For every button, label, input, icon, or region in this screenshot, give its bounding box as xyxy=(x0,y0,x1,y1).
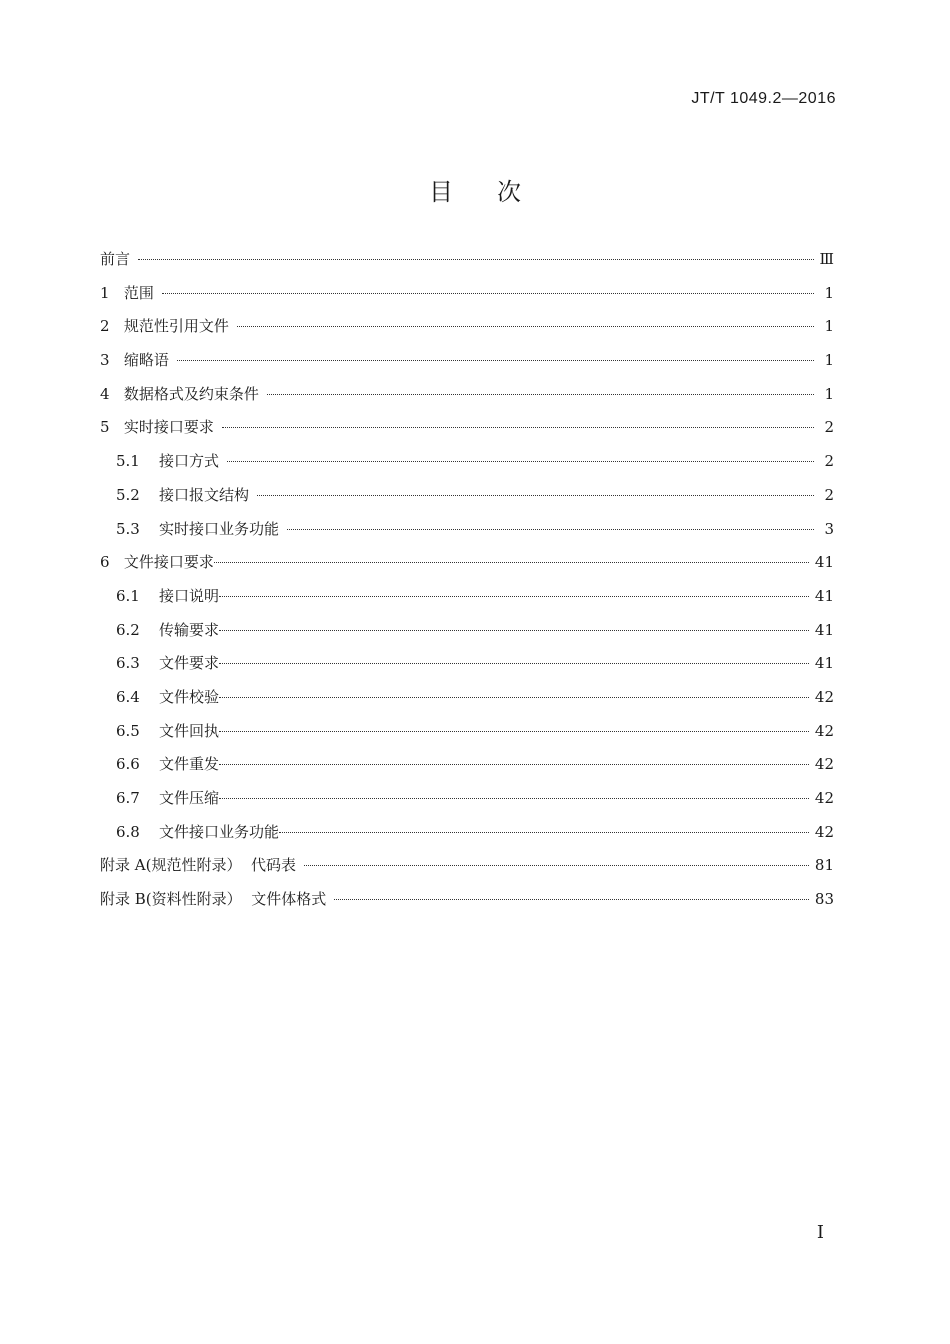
toc-entry-page: 1 xyxy=(824,283,834,302)
dot-leader xyxy=(267,394,814,395)
toc-entry-page: 2 xyxy=(824,485,834,504)
toc-entry-label: 前言 xyxy=(100,250,131,268)
toc-entry-page: 1 xyxy=(824,317,834,336)
toc-entry-number: 3 xyxy=(100,351,110,370)
toc-entry-number: 6.2 xyxy=(116,620,140,639)
toc-entry[interactable] xyxy=(100,450,834,484)
toc-entry-page: 42 xyxy=(814,687,834,706)
toc-entry-label: 接口报文结构 xyxy=(158,485,249,504)
toc-entry-page: 42 xyxy=(814,822,834,841)
toc-entry-number: 附录 A(规范性附录） xyxy=(100,856,242,875)
toc-entry-number: 6.5 xyxy=(116,721,140,740)
toc-entry-label: 文件接口业务功能 xyxy=(158,822,279,841)
toc-entry-label: 范围 xyxy=(123,283,154,302)
dot-leader xyxy=(219,697,809,698)
title-char-1: 目 xyxy=(429,178,453,206)
dot-leader xyxy=(219,731,809,732)
dot-leader xyxy=(219,663,809,664)
toc-entry-label: 文件接口要求 xyxy=(123,553,214,572)
toc-entry-number: 6 xyxy=(100,553,110,572)
toc-entry-number: 6.8 xyxy=(116,822,140,841)
dot-leader xyxy=(287,529,814,530)
toc-entry-number: 5.2 xyxy=(116,485,140,504)
toc-entry-label: 接口说明 xyxy=(158,586,219,605)
dot-leader xyxy=(214,562,809,563)
toc-entry-page: 3 xyxy=(824,519,834,538)
toc-entry-page: 1 xyxy=(824,351,834,370)
toc-entry-page: Ⅲ xyxy=(819,250,834,268)
dot-leader xyxy=(257,495,814,496)
toc-entry-label: 文件校验 xyxy=(158,687,219,706)
toc-entry-number: 5.1 xyxy=(116,452,140,471)
toc-entry-label: 缩略语 xyxy=(123,351,169,370)
toc-entry[interactable] xyxy=(100,484,834,518)
toc-entry-number: 6.1 xyxy=(116,586,140,605)
toc-entry[interactable] xyxy=(100,282,834,316)
toc-entry[interactable] xyxy=(100,753,834,787)
toc-entry[interactable] xyxy=(100,686,834,720)
toc-entry-label: 接口方式 xyxy=(158,452,219,471)
toc-entry-page: 2 xyxy=(824,418,834,437)
toc-entry-page: 41 xyxy=(814,553,834,572)
dot-leader xyxy=(237,326,814,327)
toc-entry[interactable] xyxy=(100,720,834,754)
toc-entry-number: 1 xyxy=(100,283,110,302)
toc-entry-number: 6.4 xyxy=(116,687,140,706)
toc-entry-page: 41 xyxy=(814,654,834,673)
toc-entry[interactable] xyxy=(100,787,834,821)
toc-entry[interactable] xyxy=(100,248,834,282)
table-of-contents xyxy=(100,248,834,922)
toc-entry-number: 6.6 xyxy=(116,755,140,774)
toc-entry[interactable] xyxy=(100,888,834,922)
dot-leader xyxy=(219,630,809,631)
toc-entry-page: 42 xyxy=(814,721,834,740)
toc-entry-number: 6.3 xyxy=(116,654,140,673)
toc-entry-page: 81 xyxy=(814,856,834,875)
toc-entry-number: 2 xyxy=(100,317,110,336)
toc-entry-page: 41 xyxy=(814,620,834,639)
toc-entry-label: 实时接口要求 xyxy=(123,418,214,437)
toc-entry-label: 数据格式及约束条件 xyxy=(123,384,259,403)
toc-entry-page: 41 xyxy=(814,586,834,605)
page-title xyxy=(0,172,950,207)
toc-entry[interactable] xyxy=(100,821,834,855)
toc-entry[interactable] xyxy=(100,383,834,417)
toc-entry[interactable] xyxy=(100,416,834,450)
standard-code: JT/T 1049.2—2016 xyxy=(691,90,836,107)
dot-leader xyxy=(162,293,814,294)
title-char-2: 次 xyxy=(497,178,521,206)
toc-entry-label: 文件要求 xyxy=(158,654,219,673)
toc-entry-page: 42 xyxy=(814,755,834,774)
toc-entry-label: 传输要求 xyxy=(158,620,219,639)
toc-entry[interactable] xyxy=(100,652,834,686)
toc-entry-page: 2 xyxy=(824,452,834,471)
dot-leader xyxy=(304,865,809,866)
dot-leader xyxy=(138,259,814,260)
toc-entry-label: 文件压缩 xyxy=(158,789,219,807)
dot-leader xyxy=(219,798,809,799)
dot-leader xyxy=(222,427,814,428)
toc-entry-label: 代码表 xyxy=(251,856,297,875)
toc-entry-page: 83 xyxy=(814,890,834,909)
toc-entry[interactable] xyxy=(100,619,834,653)
dot-leader xyxy=(219,764,809,765)
toc-entry[interactable] xyxy=(100,551,834,585)
toc-entry[interactable] xyxy=(100,349,834,383)
toc-entry-label: 文件体格式 xyxy=(251,890,327,909)
page-number: I xyxy=(816,1222,824,1243)
toc-entry-number: 附录 B(资料性附录） xyxy=(100,890,242,909)
dot-leader xyxy=(227,461,814,462)
toc-entry-label: 文件回执 xyxy=(158,721,219,740)
toc-entry-label: 规范性引用文件 xyxy=(123,317,229,336)
toc-entry-number: 4 xyxy=(100,384,110,403)
toc-entry-number: 5.3 xyxy=(116,519,140,538)
toc-entry-number: 5 xyxy=(100,418,110,437)
toc-entry-label: 文件重发 xyxy=(158,755,219,774)
dot-leader xyxy=(279,832,809,833)
dot-leader xyxy=(219,596,809,597)
toc-entry-number: 6.7 xyxy=(116,789,140,807)
toc-entry[interactable] xyxy=(100,854,834,888)
dot-leader xyxy=(334,899,809,900)
toc-entry-label: 实时接口业务功能 xyxy=(158,519,279,538)
toc-entry-page: 1 xyxy=(824,384,834,403)
dot-leader xyxy=(177,360,814,361)
toc-entry[interactable] xyxy=(100,518,834,552)
toc-entry[interactable] xyxy=(100,315,834,349)
toc-entry-page: 42 xyxy=(814,789,834,807)
toc-entry[interactable] xyxy=(100,585,834,619)
